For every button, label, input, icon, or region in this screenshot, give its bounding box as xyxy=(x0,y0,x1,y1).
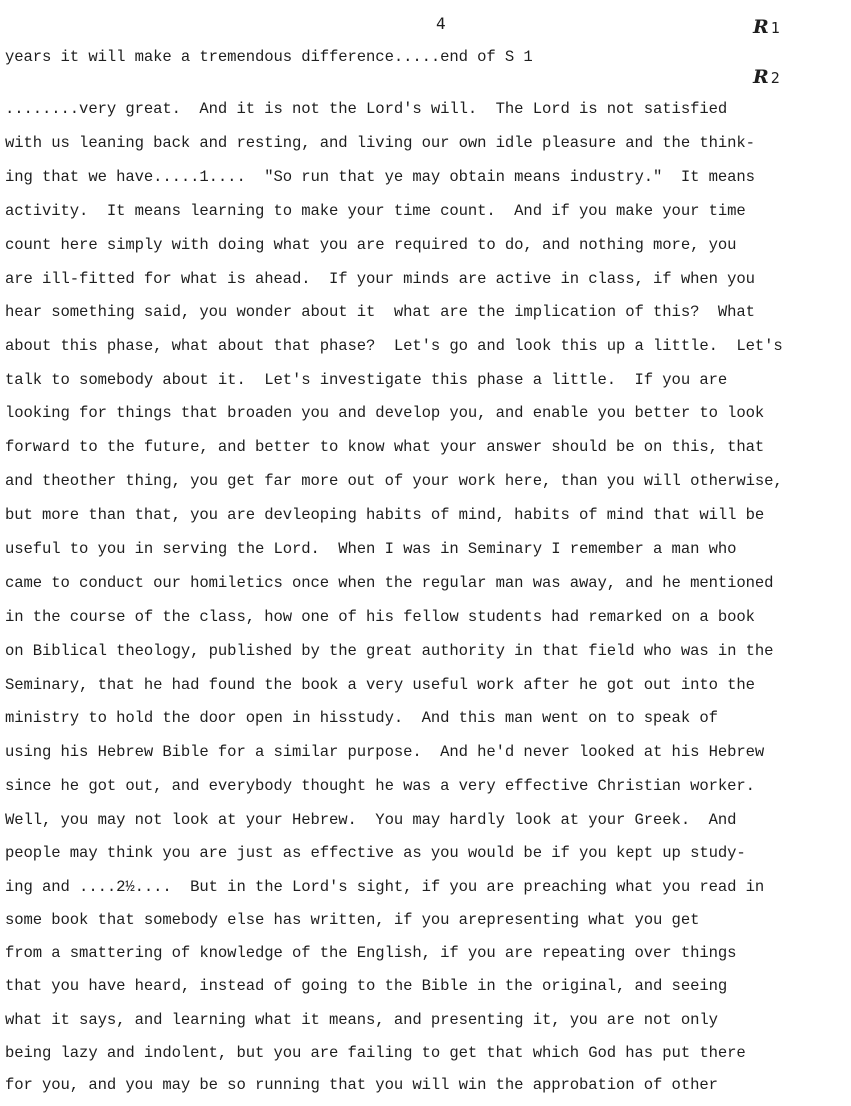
transcript-line: hear something said, you wonder about it what are the implication of this? What xyxy=(5,303,755,321)
transcript-line: talk to somebody about it. Let's investigate this phase a little. If you are xyxy=(5,371,728,389)
transcript-line: but more than that, you are devleoping habits of mind, habits of mind that will be xyxy=(5,506,765,524)
transcript-line: ing that we have.....1.... "So run that ye may obtain means industry." It means xyxy=(5,168,755,186)
transcript-line: from a smattering of knowledge of the English, if you are repeating over things xyxy=(5,944,737,962)
marker-number: 1 xyxy=(770,19,780,37)
transcript-line: for you, and you may be so running that you will win the approbation of other xyxy=(5,1076,718,1094)
transcript-line: on Biblical theology, published by the great authority in that field who was in the xyxy=(5,642,774,660)
transcript-line: what it says, and learning what it means, and presenting it, you are not only xyxy=(5,1011,718,1029)
page-number: 4 xyxy=(436,14,446,33)
transcript-line: forward to the future, and better to know what your answer should be on this, that xyxy=(5,438,765,456)
transcript-line: since he got out, and everybody thought he was a very effective Christian worker. xyxy=(5,777,755,795)
transcript-line: useful to you in serving the Lord. When I was in Seminary I remember a man who xyxy=(5,540,737,558)
transcript-line: activity. It means learning to make your time count. And if you make your time xyxy=(5,202,746,220)
transcript-line: looking for things that broaden you and develop you, and enable you better to look xyxy=(5,404,765,422)
marker-letter: R xyxy=(753,66,771,88)
transcript-line: ........very great. And it is not the Lord's will. The Lord is not satisfied xyxy=(5,100,728,118)
transcript-line: are ill-fitted for what is ahead. If your minds are active in class, if when you xyxy=(5,270,755,288)
transcript-line: with us leaning back and resting, and living our own idle pleasure and the think- xyxy=(5,134,755,152)
transcript-line: that you have heard, instead of going to the Bible in the original, and seeing xyxy=(5,977,728,995)
transcript-line: some book that somebody else has written, if you arepresenting what you get xyxy=(5,911,700,929)
transcript-line: ing and ....2½.... But in the Lord's sight, if you are preaching what you read in xyxy=(5,878,765,896)
marker-number: 2 xyxy=(770,69,780,87)
transcript-body xyxy=(5,0,851,1094)
transcript-line: came to conduct our homiletics once when the regular man was away, and he mentioned xyxy=(5,574,774,592)
transcript-line: Seminary, that he had found the book a very useful work after he got out into the xyxy=(5,676,755,694)
transcript-line: Well, you may not look at your Hebrew. You may hardly look at your Greek. And xyxy=(5,811,737,829)
marker-letter: R xyxy=(753,16,771,38)
transcript-line: people may think you are just as effective as you would be if you kept up study- xyxy=(5,844,746,862)
transcript-line: being lazy and indolent, but you are failing to get that which God has put there xyxy=(5,1044,746,1062)
transcript-line: count here simply with doing what you are required to do, and nothing more, you xyxy=(5,236,737,254)
transcript-line: and theother thing, you get far more out of your work here, than you will otherwise, xyxy=(5,472,783,490)
transcript-line: about this phase, what about that phase? Let's go and look this up a little. Let's xyxy=(5,337,783,355)
transcript-line: in the course of the class, how one of his fellow students had remarked on a book xyxy=(5,608,755,626)
transcript-first-line: years it will make a tremendous difference.....end of S 1 xyxy=(5,48,533,66)
transcript-line: ministry to hold the door open in hisstudy. And this man went on to speak of xyxy=(5,709,718,727)
transcript-line: using his Hebrew Bible for a similar purpose. And he'd never looked at his Hebrew xyxy=(5,743,765,761)
